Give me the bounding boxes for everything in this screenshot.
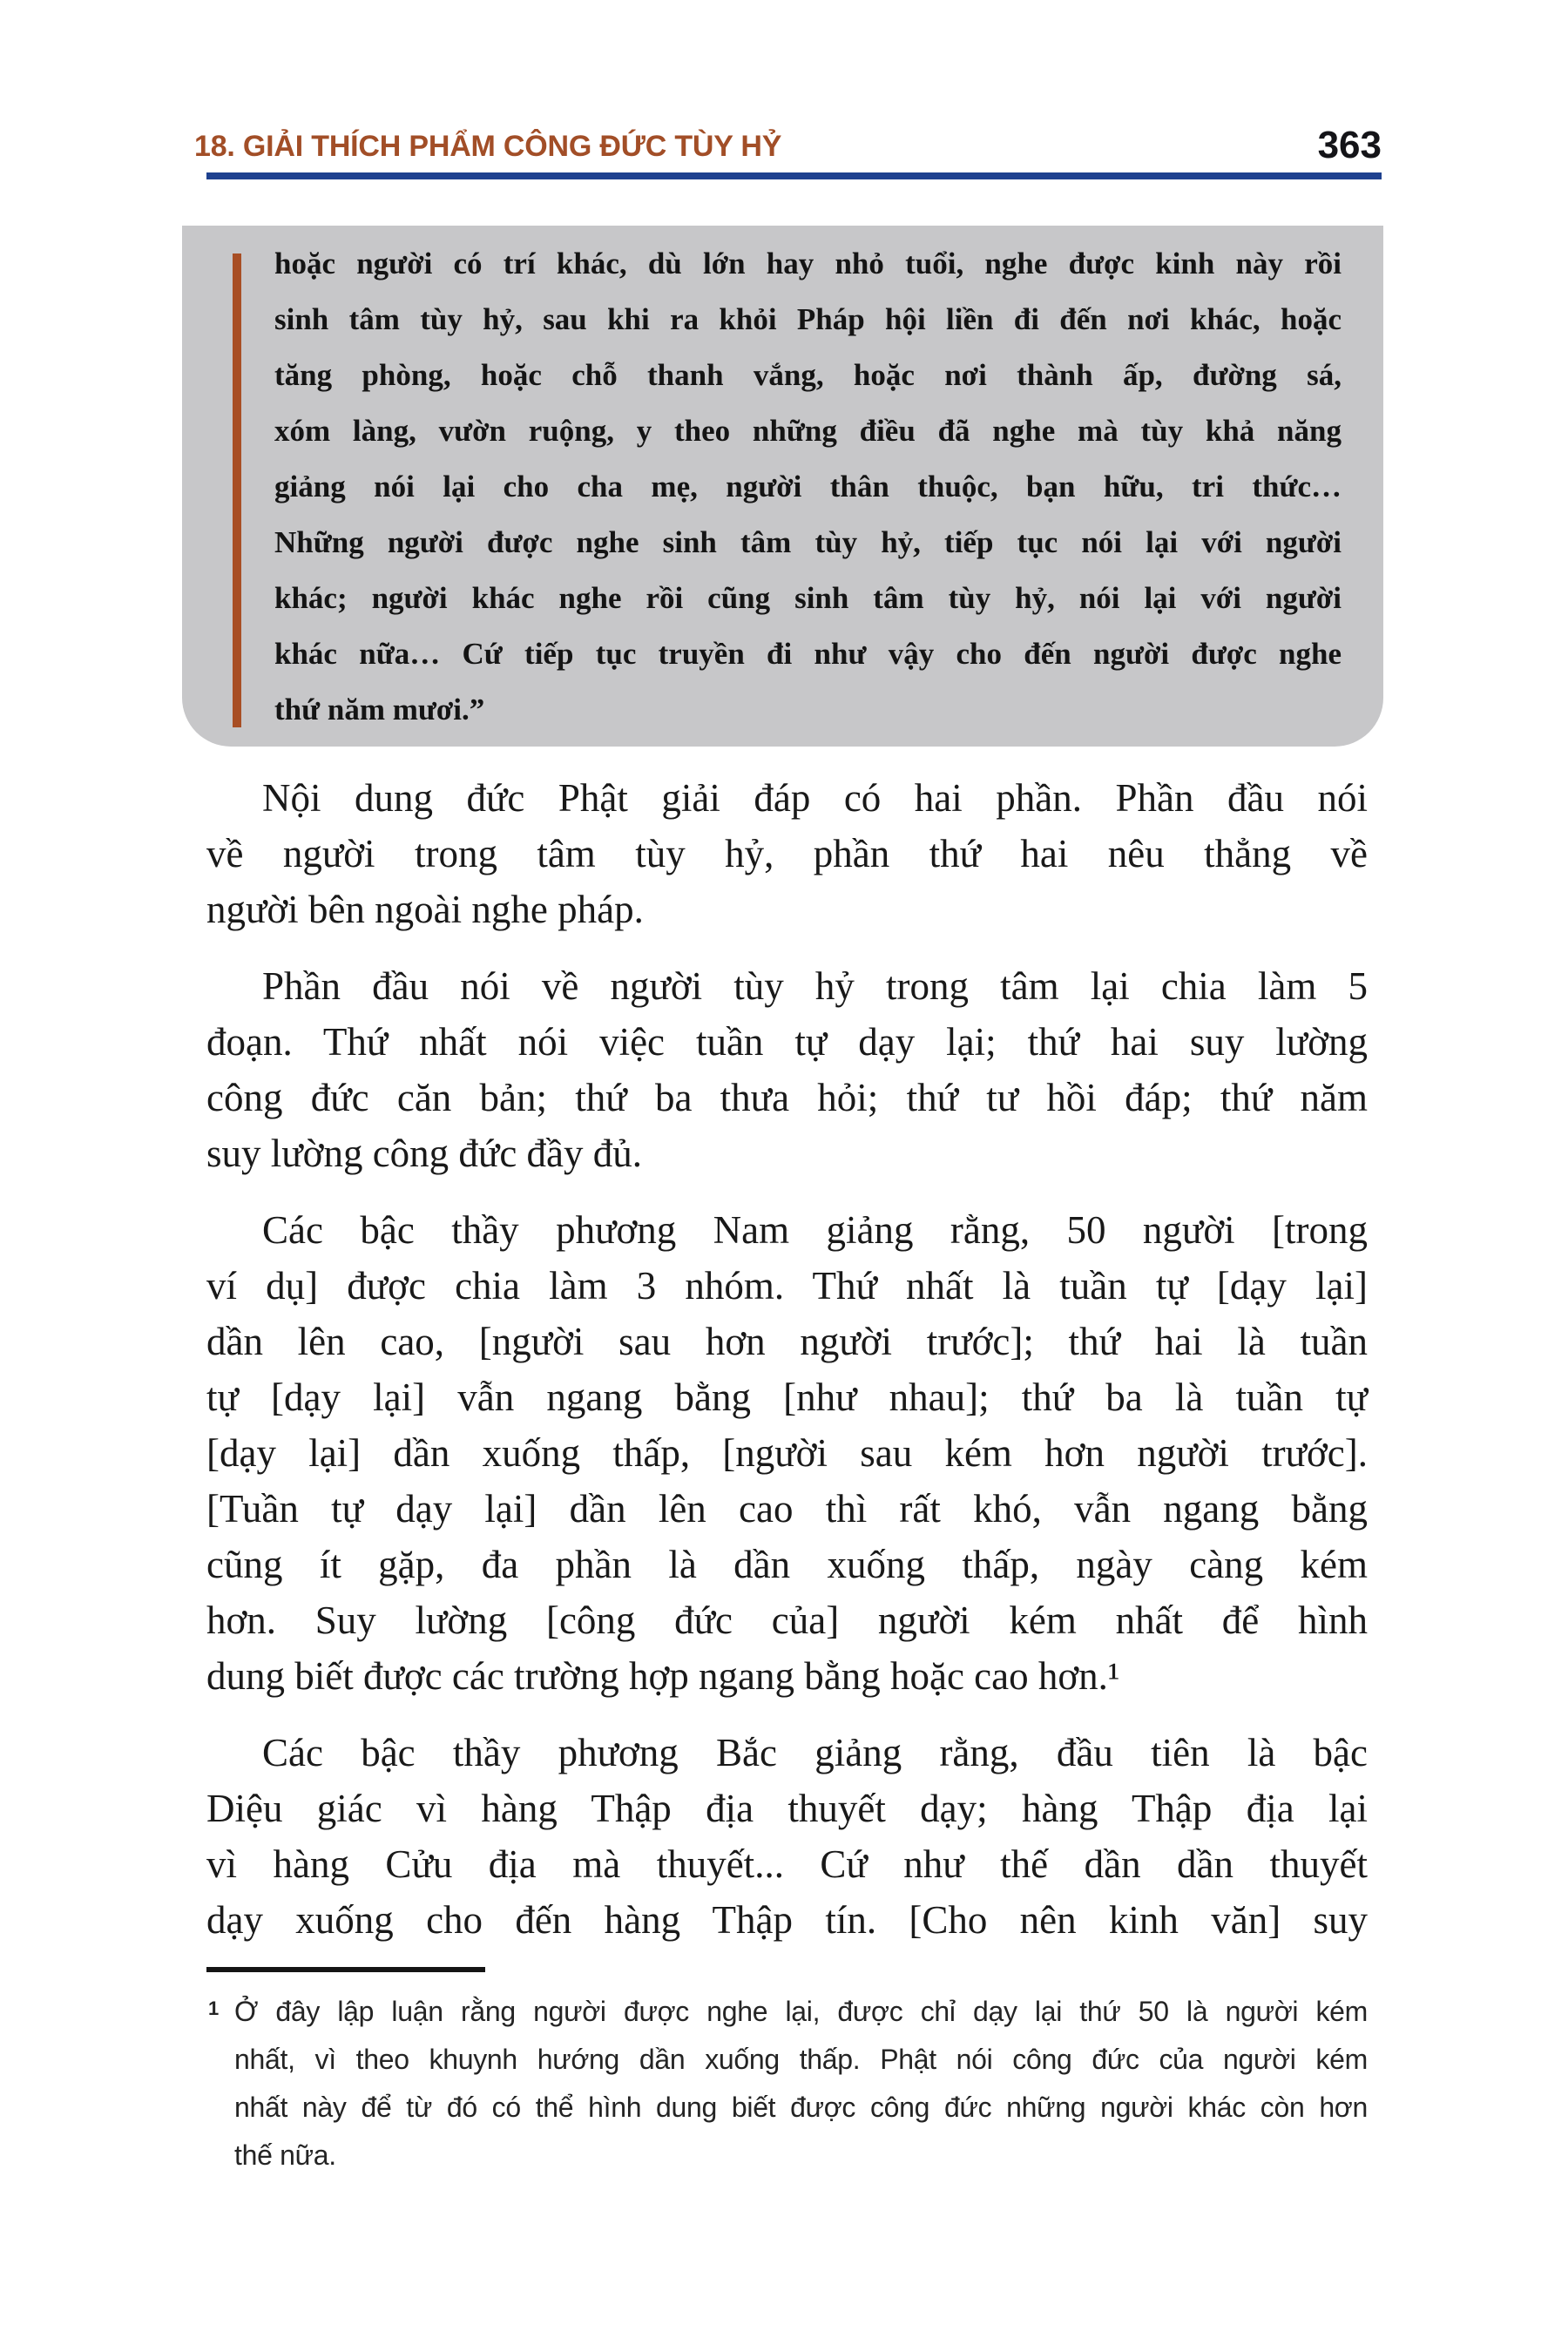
text-line: tự [dạy lại] vẫn ngang bằng [như nhau]; thứ ba là tuần tự — [206, 1375, 1368, 1419]
text-line: đoạn. Thứ nhất nói việc tuần tự dạy lại; thứ hai suy lường — [206, 1020, 1368, 1064]
text-line: dung biết được các trường hợp ngang bằng hoặc cao hơn.¹ — [206, 1654, 1120, 1698]
text-line: nhất, vì theo khuynh hướng dần xuống thấp. Phật nói công đức của người kém — [234, 2044, 1368, 2075]
text-line: Diệu giác vì hàng Thập địa thuyết dạy; hàng Thập địa lại — [206, 1787, 1368, 1830]
text-line: vì hàng Cửu địa mà thuyết... Cứ như thế dần dần thuyết — [206, 1842, 1368, 1886]
footnote — [206, 1988, 1368, 2180]
text-line: cũng ít gặp, đa phần là dần xuống thấp, ngày càng kém — [206, 1543, 1368, 1586]
text-line: Các bậc thầy phương Bắc giảng rằng, đầu tiên là bậc — [262, 1731, 1368, 1774]
running-head — [194, 122, 1382, 167]
text-line: suy lường công đức đầy đủ. — [206, 1132, 643, 1175]
text-line: công đức căn bản; thứ ba thưa hỏi; thứ tư hồi đáp; thứ năm — [206, 1076, 1368, 1119]
text-line: tăng phòng, hoặc chỗ thanh vắng, hoặc nơi thành ấp, đường sá, — [274, 358, 1342, 392]
paragraph-3 — [206, 1202, 1368, 1704]
text-line: dạy xuống cho đến hàng Thập tín. [Cho nên kinh văn] suy — [206, 1898, 1368, 1942]
text-line: hơn. Suy lường [công đức của] người kém nhất để hình — [206, 1598, 1368, 1642]
footnote-marker: 1 — [208, 1997, 219, 2019]
text-line: ví dụ] được chia làm 3 nhóm. Thứ nhất là tuần tự [dạy lại] — [206, 1264, 1368, 1308]
text-line: nhất này để từ đó có thể hình dung biết được công đức những người khác còn hơn — [234, 2092, 1368, 2123]
text-line: thế nữa. — [234, 2139, 336, 2171]
text-line: Những người được nghe sinh tâm tùy hỷ, tiếp tục nói lại với người — [274, 525, 1342, 559]
footnote-text — [234, 1988, 1368, 2180]
text-line: thứ năm mươi.” — [274, 693, 485, 727]
text-line: [dạy lại] dần xuống thấp, [người sau kém hơn người trước]. — [206, 1431, 1368, 1475]
text-line: xóm làng, vườn ruộng, y theo những điều đã nghe mà tùy khả năng — [274, 414, 1342, 448]
quote-block — [182, 226, 1383, 747]
header-rule — [206, 172, 1382, 179]
text-line: hoặc người có trí khác, dù lớn hay nhỏ tuổi, nghe được kinh này rồi — [274, 247, 1342, 280]
quote-text — [274, 236, 1342, 738]
text-line: sinh tâm tùy hỷ, sau khi ra khỏi Pháp hội liền đi đến nơi khác, hoặc — [274, 302, 1342, 336]
quote-accent-bar — [233, 253, 241, 727]
text-line: khác nữa… Cứ tiếp tục truyền đi như vậy cho đến người được nghe — [274, 637, 1342, 671]
footnote-body — [206, 1988, 1368, 2180]
text-line: dần lên cao, [người sau hơn người trước]; thứ hai là tuần — [206, 1320, 1368, 1363]
paragraph-4 — [206, 1725, 1368, 1948]
paragraph-1 — [206, 770, 1368, 937]
page-title: 18. GIẢI THÍCH PHẨM CÔNG ĐỨC TÙY HỶ — [194, 130, 782, 163]
text-line: giảng nói lại cho cha mẹ, người thân thuộc, bạn hữu, tri thức… — [274, 470, 1342, 504]
footnote-rule — [206, 1967, 485, 1972]
paragraph-2 — [206, 958, 1368, 1181]
text-line: người bên ngoài nghe pháp. — [206, 888, 644, 931]
text-line: [Tuần tự dạy lại] dần lên cao thì rất khó, vẫn ngang bằng — [206, 1487, 1368, 1531]
page-number: 363 — [1317, 124, 1382, 166]
body-text — [206, 770, 1368, 1948]
text-line: Phần đầu nói về người tùy hỷ trong tâm lại chia làm 5 — [262, 964, 1368, 1008]
text-line: Nội dung đức Phật giải đáp có hai phần. Phần đầu nói — [262, 776, 1368, 820]
text-line: Ở đây lập luận rằng người được nghe lại, được chỉ dạy lại thứ 50 là người kém — [234, 1996, 1368, 2027]
text-line: Các bậc thầy phương Nam giảng rằng, 50 người [trong — [262, 1208, 1368, 1252]
text-line: khác; người khác nghe rồi cũng sinh tâm tùy hỷ, nói lại với người — [274, 581, 1342, 615]
text-line: về người trong tâm tùy hỷ, phần thứ hai nêu thẳng về — [206, 832, 1368, 875]
